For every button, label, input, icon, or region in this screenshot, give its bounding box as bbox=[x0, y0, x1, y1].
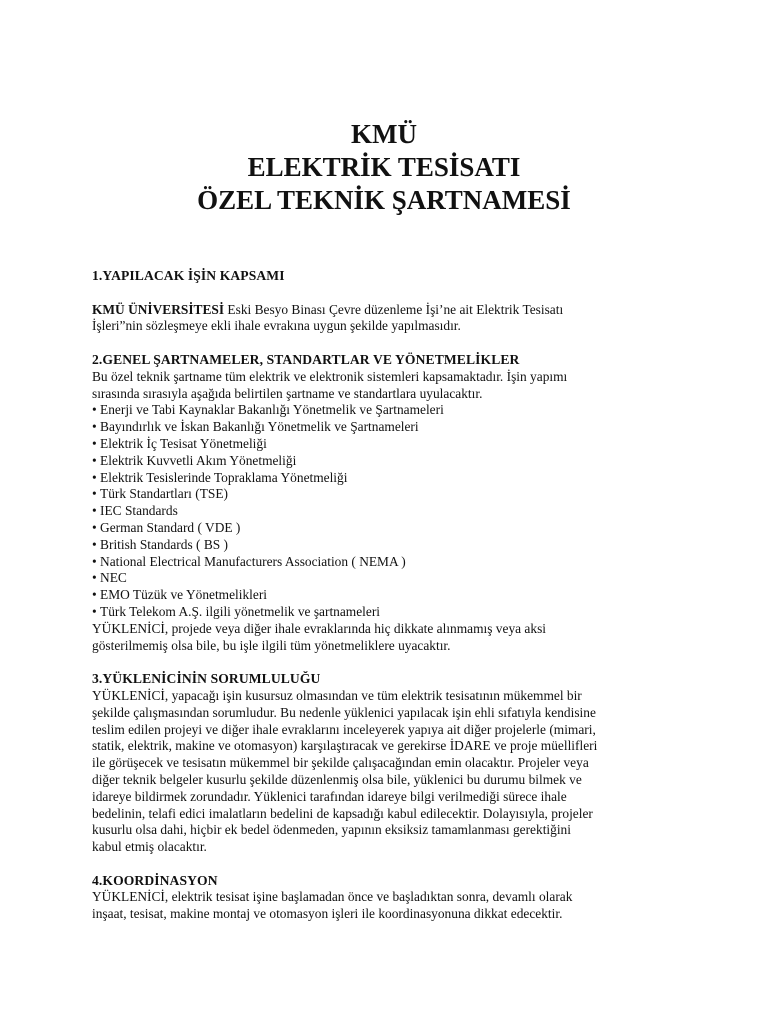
list-item: • IEC Standards bbox=[92, 503, 692, 520]
list-item: • British Standards ( BS ) bbox=[92, 537, 692, 554]
paragraph-line: sırasında sırasıyla aşağıda belirtilen şartname ve standartlara uyulacaktır. bbox=[92, 385, 483, 401]
section-heading: 4.KOORDİNASYON bbox=[92, 872, 218, 888]
paragraph-line: idareye bildirmek zorundadır. Yüklenici tarafından idareye bilgi verilmediği sürece ihale bbox=[92, 788, 567, 804]
paragraph-line: diğer teknik belgeler kusurlu şekilde düzenlenmiş olsa bile, yüklenici bu durumu bilmek ve bbox=[92, 771, 582, 787]
list-item: • Türk Standartları (TSE) bbox=[92, 486, 692, 503]
list-item: • EMO Tüzük ve Yönetmelikleri bbox=[92, 587, 692, 604]
paragraph-line: statik, elektrik, makine ve otomasyon) karşılaştıracak ve gerekirse İDARE ve proje müellifleri bbox=[92, 738, 598, 754]
list-item: • Bayındırlık ve İskan Bakanlığı Yönetmelik ve Şartnameleri bbox=[92, 419, 692, 436]
paragraph-line: YÜKLENİCİ, elektrik tesisat işine başlamadan önce ve başladıktan sonra, devamlı olarak bbox=[92, 889, 573, 905]
section-standards bbox=[92, 352, 692, 654]
paragraph-line: Bu özel teknik şartname tüm elektrik ve elektronik sistemleri kapsamaktadır. İşin yapımı bbox=[92, 368, 568, 384]
paragraph-line: teslim edilen projeyi ve diğer ihale evraklarını inceleyerek yapıya ait diğer projelerle (mimari, bbox=[92, 721, 596, 737]
paragraph-line: YÜKLENİCİ, projede veya diğer ihale evraklarında hiç dikkate alınmamış veya aksi bbox=[92, 620, 547, 636]
section-paragraph bbox=[92, 621, 692, 655]
section-heading: 2.GENEL ŞARTNAMELER, STANDARTLAR VE YÖNETMELİKLER bbox=[92, 351, 520, 367]
list-item: • National Electrical Manufacturers Association ( NEMA ) bbox=[92, 554, 692, 571]
section-paragraph bbox=[92, 302, 692, 336]
title-line-2: ELEKTRİK TESİSATI bbox=[247, 152, 521, 182]
list-item: • Elektrik Kuvvetli Akım Yönetmeliği bbox=[92, 453, 692, 470]
section-paragraph bbox=[92, 688, 692, 856]
paragraph-line: gösterilmemiş olsa bile, bu işle ilgili tüm yönetmeliklere uyacaktır. bbox=[92, 637, 451, 653]
document-body bbox=[92, 268, 692, 940]
paragraph-line: ile görüşecek ve tesisatın mükemmel bir şekilde çalışacağından emin olacaktır. Projeler veya bbox=[92, 755, 589, 771]
section-paragraph bbox=[92, 889, 692, 923]
list-item: • Elektrik İç Tesisat Yönetmeliği bbox=[92, 436, 692, 453]
list-item: • Türk Telekom A.Ş. ilgili yönetmelik ve şartnameleri bbox=[92, 604, 692, 621]
paragraph-line: İşleri”nin sözleşmeye ekli ihale evrakına uygun şekilde yapılmasıdır. bbox=[92, 318, 461, 334]
paragraph-line: kusurlu olsa dahi, hiçbir ek bedel ödenmeden, yapının eksiksiz tamamlanması gerektiğini bbox=[92, 822, 571, 838]
list-item: • Enerji ve Tabi Kaynaklar Bakanlığı Yönetmelik ve Şartnameleri bbox=[92, 402, 692, 419]
section-scope bbox=[92, 268, 692, 335]
paragraph-line: inşaat, tesisat, makine montaj ve otomasyon işleri ile koordinasyonuna dikkat edecektir. bbox=[92, 906, 563, 922]
list-item: • Elektrik Tesislerinde Topraklama Yönetmeliği bbox=[92, 470, 692, 487]
university-name: KMÜ ÜNİVERSİTESİ bbox=[92, 301, 225, 317]
paragraph-line: kabul etmiş olacaktır. bbox=[92, 839, 207, 855]
title-line-3: ÖZEL TEKNİK ŞARTNAMESİ bbox=[197, 185, 571, 215]
paragraph-line: YÜKLENİCİ, yapacağı işin kusursuz olmasından ve tüm elektrik tesisatının mükemmel bir bbox=[92, 687, 582, 703]
standards-list bbox=[92, 402, 692, 620]
title-line-1: KMÜ bbox=[351, 119, 417, 149]
section-coordination bbox=[92, 873, 692, 923]
section-heading: 3.YÜKLENİCİNİN SORUMLULUĞU bbox=[92, 671, 321, 687]
list-item: • German Standard ( VDE ) bbox=[92, 520, 692, 537]
document-title bbox=[0, 118, 768, 217]
paragraph-line: şekilde çalışmasından sorumludur. Bu nedenle yüklenici yapılacak işin ehli sıfatıyla kendisine bbox=[92, 704, 596, 720]
list-item: • NEC bbox=[92, 570, 692, 587]
paragraph-line: bedelinin, telafi edici imalatların bedelini de kapsadığı kabul edilecektir. Dolayısıyla, projeler bbox=[92, 805, 593, 821]
section-responsibility bbox=[92, 671, 692, 856]
paragraph-line: Eski Besyo Binası Çevre düzenleme İşi’ne ait Elektrik Tesisatı bbox=[224, 301, 564, 317]
section-paragraph bbox=[92, 369, 692, 403]
section-heading: 1.YAPILACAK İŞİN KAPSAMI bbox=[92, 268, 285, 283]
